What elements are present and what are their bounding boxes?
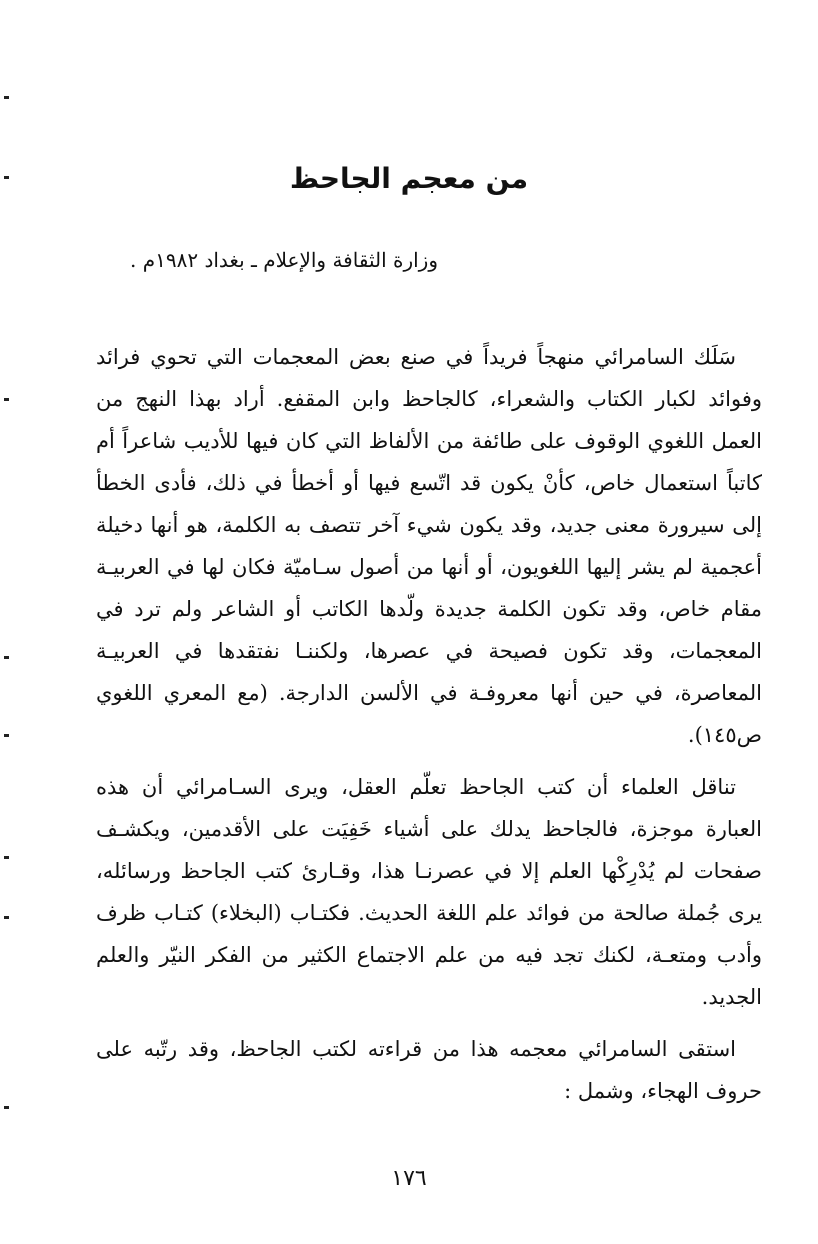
paragraph-3: استقى السامرائي معجمه هذا من قراءته لكتب الجاحظ، وقد رتّبه على حروف الهجاء، وشمل :: [96, 1037, 762, 1103]
paragraph-1: سَلَك السامرائي منهجاً فريداً في صنع بعض المعجمات التي تحوي فرائد وفوائد لكبار الكتاب والشعراء، كالجاحظ وابن المقفع. أراد بهذا النهج من العمل اللغوي الوقوف على طائفة من الألفاظ التي كان فيها للأديب شاعراً أم كاتباً استعمال خاص، كأنْ يكون قد اتّسع فيها أو أخطأ في ذلك، فأدى الخطأ إلى سيرورة معنى جديد، وقد يكون شيء آخر تتصف به الكلمة، هو أنها دخيلة أعجمية لم يشر إليها اللغويون، أو أنها من أصول سـاميّة فكان لها في العربيـة مقام خاص، وقد تكون الكلمة جديدة ولّدها الكاتب أو الشاعر ولم ترد في المعجمات، وقد تكون فصيحة في عصرها، ولكننـا نفتقدها في العربيـة المعاصرة، في حين أنها معروفـة في الألسن الدارجة. (مع المعري اللغوي ص١٤٥).: [96, 345, 762, 747]
body-text: [96, 336, 762, 1122]
page-number: ١٧٦: [391, 1166, 427, 1191]
page-title: من معجم الجاحظ: [289, 162, 529, 195]
margin-mark: [4, 1106, 9, 1109]
paragraph-2: تناقل العلماء أن كتب الجاحظ تعلّم العقل، ويرى السـامرائي أن هذه العبارة موجزة، فالجاحظ يدلك على أشياء خَفِيَت على الأقدمين، ويكشـف صفحات لم يُدْرِكْها العلم إلا في عصرنـا هذا، وقـارئ كتب الجاحظ ورسائله، يرى جُملة صالحة من فوائد علم اللغة الحديث. فكتـاب (البخلاء) كتـاب ظرف وأدب ومتعـة، لكنك تجد فيه من علم الاجتماع الكثير من الفكر النيّر والعلم الجديد.: [96, 775, 762, 1009]
margin-mark: [4, 734, 9, 737]
margin-mark: [4, 916, 9, 919]
publisher-line: وزارة الثقافة والإعلام ـ بغداد ١٩٨٢م .: [130, 248, 438, 272]
margin-mark: [4, 96, 9, 99]
margin-mark: [4, 656, 9, 659]
margin-mark: [4, 398, 9, 401]
margin-mark: [4, 856, 9, 859]
